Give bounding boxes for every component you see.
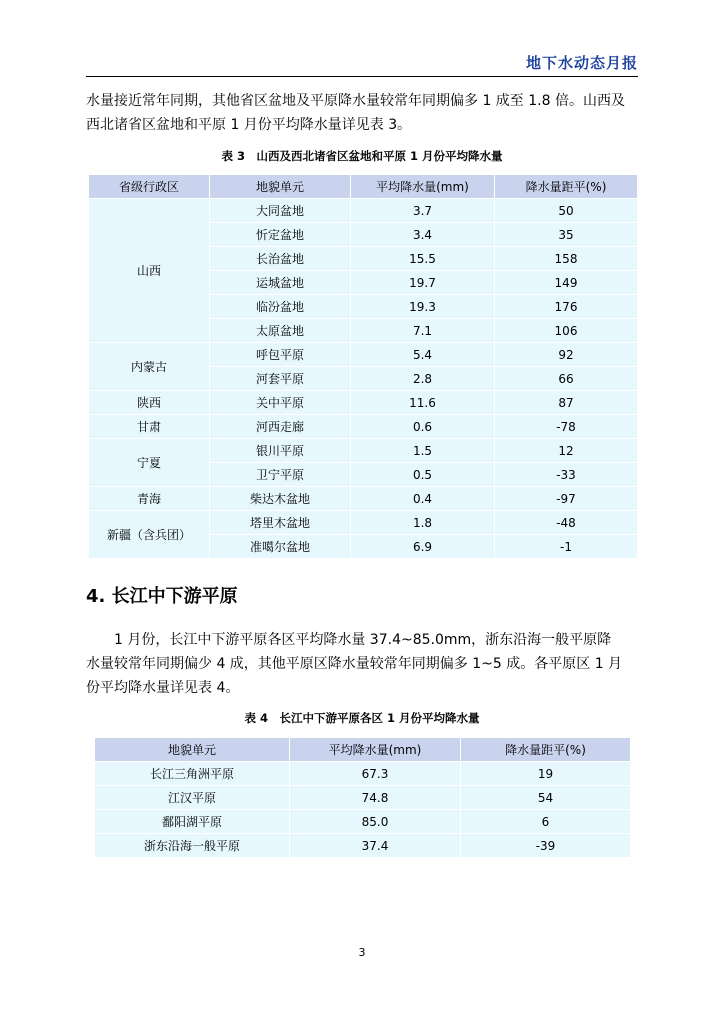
paragraph-2 (86, 628, 638, 700)
anomaly-cell: 158 (495, 247, 638, 271)
table-row (89, 343, 638, 367)
landform-cell: 准噶尔盆地 (210, 535, 351, 559)
table-4-header-landform: 地貌单元 (95, 738, 290, 762)
anomaly-cell: 106 (495, 319, 638, 343)
province-cell: 新疆（含兵团） (89, 511, 210, 559)
table-4-caption: 表 4 长江中下游平原各区 1 月份平均降水量 (244, 711, 480, 725)
landform-cell: 关中平原 (210, 391, 351, 415)
precipitation-cell: 19.7 (351, 271, 495, 295)
precipitation-cell: 0.4 (351, 487, 495, 511)
province-cell: 陕西 (89, 391, 210, 415)
precipitation-cell: 85.0 (290, 810, 461, 834)
province-cell: 青海 (89, 487, 210, 511)
anomaly-cell: -48 (495, 511, 638, 535)
table-row (95, 762, 631, 786)
precipitation-cell: 74.8 (290, 786, 461, 810)
table-row (89, 487, 638, 511)
precipitation-cell: 0.5 (351, 463, 495, 487)
table-3-header-anomaly: 降水量距平(%) (495, 175, 638, 199)
paragraph-2-line-3: 份平均降水量详见表 4。 (86, 680, 240, 696)
landform-cell: 浙东沿海一般平原 (95, 834, 290, 858)
precipitation-cell: 1.8 (351, 511, 495, 535)
anomaly-cell: -1 (495, 535, 638, 559)
landform-cell: 大同盆地 (210, 199, 351, 223)
table-4-header-row (95, 738, 631, 762)
landform-cell: 卫宁平原 (210, 463, 351, 487)
paragraph-1 (86, 89, 638, 137)
anomaly-cell: 19 (461, 762, 631, 786)
anomaly-cell: -33 (495, 463, 638, 487)
landform-cell: 运城盆地 (210, 271, 351, 295)
table-row (95, 834, 631, 858)
anomaly-cell: 35 (495, 223, 638, 247)
table-row (95, 810, 631, 834)
anomaly-cell: -97 (495, 487, 638, 511)
precipitation-cell: 19.3 (351, 295, 495, 319)
province-cell: 内蒙古 (89, 343, 210, 391)
precipitation-cell: 7.1 (351, 319, 495, 343)
precipitation-cell: 15.5 (351, 247, 495, 271)
precipitation-cell: 37.4 (290, 834, 461, 858)
precipitation-cell: 3.7 (351, 199, 495, 223)
province-cell: 甘肃 (89, 415, 210, 439)
paragraph-1-line-1: 水量接近常年同期，其他省区盆地及平原降水量较常年同期偏多 1 成至 1.8 倍。山西及 (86, 93, 625, 109)
header-divider (86, 76, 638, 77)
landform-cell: 河西走廊 (210, 415, 351, 439)
table-3 (88, 174, 638, 559)
page-number: 3 (358, 946, 366, 959)
landform-cell: 临汾盆地 (210, 295, 351, 319)
landform-cell: 鄱阳湖平原 (95, 810, 290, 834)
section-4-heading: 4. 长江中下游平原 (86, 586, 238, 607)
paragraph-1-line-2: 西北诸省区盆地和平原 1 月份平均降水量详见表 3。 (86, 117, 412, 133)
precipitation-cell: 5.4 (351, 343, 495, 367)
landform-cell: 银川平原 (210, 439, 351, 463)
table-row (89, 391, 638, 415)
paragraph-2-line-1: 1 月份，长江中下游平原各区平均降水量 37.4~85.0mm，浙东沿海一般平原降 (86, 632, 612, 648)
table-3-header-precipitation: 平均降水量(mm) (351, 175, 495, 199)
table-4-header-anomaly: 降水量距平(%) (461, 738, 631, 762)
table-3-header-province: 省级行政区 (89, 175, 210, 199)
precipitation-cell: 2.8 (351, 367, 495, 391)
anomaly-cell: 92 (495, 343, 638, 367)
province-cell: 宁夏 (89, 439, 210, 487)
anomaly-cell: 149 (495, 271, 638, 295)
table-row (89, 415, 638, 439)
province-cell: 山西 (89, 199, 210, 343)
precipitation-cell: 1.5 (351, 439, 495, 463)
precipitation-cell: 67.3 (290, 762, 461, 786)
landform-cell: 江汉平原 (95, 786, 290, 810)
anomaly-cell: 176 (495, 295, 638, 319)
landform-cell: 忻定盆地 (210, 223, 351, 247)
landform-cell: 长江三角洲平原 (95, 762, 290, 786)
table-3-header-landform: 地貌单元 (210, 175, 351, 199)
landform-cell: 太原盆地 (210, 319, 351, 343)
landform-cell: 呼包平原 (210, 343, 351, 367)
anomaly-cell: 66 (495, 367, 638, 391)
table-row (95, 786, 631, 810)
landform-cell: 塔里木盆地 (210, 511, 351, 535)
landform-cell: 长治盆地 (210, 247, 351, 271)
table-3-header-row (89, 175, 638, 199)
landform-cell: 柴达木盆地 (210, 487, 351, 511)
anomaly-cell: 50 (495, 199, 638, 223)
precipitation-cell: 11.6 (351, 391, 495, 415)
anomaly-cell: -39 (461, 834, 631, 858)
table-row (89, 199, 638, 223)
table-3-caption: 表 3 山西及西北诸省区盆地和平原 1 月份平均降水量 (221, 149, 503, 163)
table-4 (94, 737, 631, 858)
landform-cell: 河套平原 (210, 367, 351, 391)
report-title: 地下水动态月报 (525, 54, 638, 72)
anomaly-cell: 6 (461, 810, 631, 834)
paragraph-2-line-2: 水量较常年同期偏少 4 成，其他平原区降水量较常年同期偏多 1~5 成。各平原区 1 月 (86, 656, 623, 672)
anomaly-cell: 12 (495, 439, 638, 463)
anomaly-cell: -78 (495, 415, 638, 439)
table-row (89, 439, 638, 463)
precipitation-cell: 6.9 (351, 535, 495, 559)
anomaly-cell: 87 (495, 391, 638, 415)
table-row (89, 511, 638, 535)
anomaly-cell: 54 (461, 786, 631, 810)
table-4-header-precipitation: 平均降水量(mm) (290, 738, 461, 762)
precipitation-cell: 3.4 (351, 223, 495, 247)
precipitation-cell: 0.6 (351, 415, 495, 439)
